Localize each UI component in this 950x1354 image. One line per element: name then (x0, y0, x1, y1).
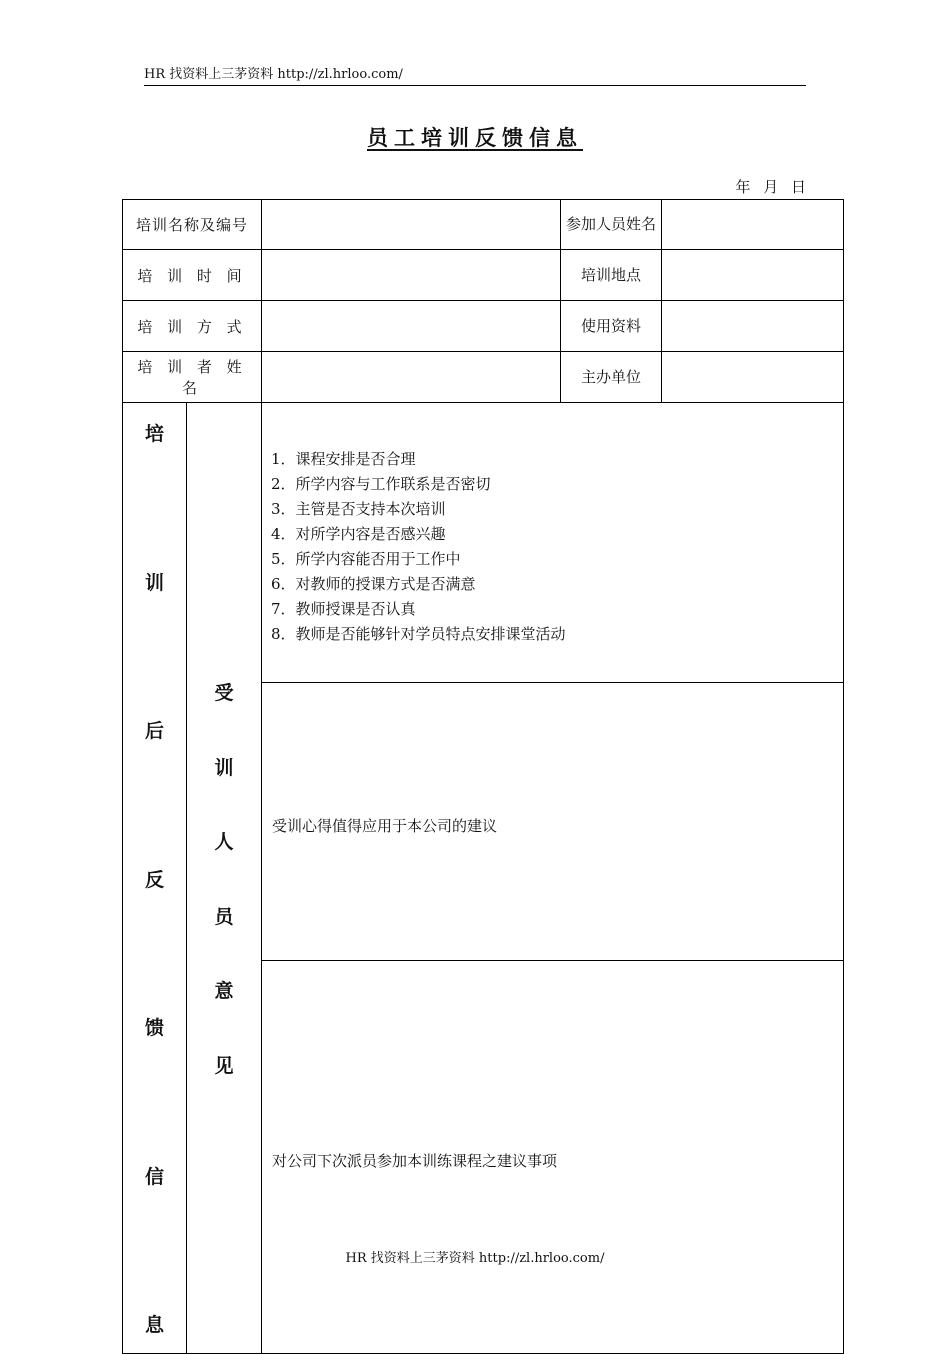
label-participants: 参加人员姓名 (561, 200, 662, 250)
page-footer: HR 找资料上三茅资料 http://zl.hrloo.com/ (345, 1251, 605, 1266)
section-char: 馈 (144, 1017, 164, 1039)
section-char: 反 (144, 868, 164, 891)
input-organizer[interactable] (662, 352, 844, 403)
date-line: 年 月 日 (735, 178, 806, 196)
suggestion-1-label: 受训心得值得应用于本公司的建议 (272, 817, 498, 836)
label-training-location: 培训地点 (561, 250, 662, 301)
page-header: HR 找资料上三茅资料 http://zl.hrloo.com/ (144, 66, 806, 86)
section-char: 培 (144, 423, 164, 445)
section-char: 训 (144, 571, 164, 594)
suggestion-2-label: 对公司下次派员参加本训练课程之建议事项 (272, 1152, 558, 1171)
page-title (0, 122, 950, 152)
input-participants[interactable] (662, 200, 844, 250)
question-item: 5．所学内容能否用于工作中 (271, 549, 461, 568)
suggestion-1-cell[interactable] (262, 683, 844, 961)
section-char: 人 (214, 831, 234, 854)
section-label-post-training-feedback (123, 403, 187, 1354)
input-training-method[interactable] (262, 301, 561, 352)
question-item: 3．主管是否支持本次培训 (271, 499, 446, 518)
row-questions (123, 403, 844, 683)
row-training-time (123, 250, 844, 301)
section-label-trainee-opinion (187, 403, 262, 1354)
section-char: 训 (214, 756, 234, 779)
section-char: 受 (214, 682, 234, 704)
question-item: 7．教师授课是否认真 (271, 599, 416, 618)
input-trainer-name[interactable] (262, 352, 561, 403)
label-training-time: 培 训 时 间 (123, 250, 262, 301)
section-char: 员 (214, 905, 234, 928)
suggestion-2-cell[interactable] (262, 960, 844, 1353)
section-char: 意 (214, 980, 234, 1003)
row-training-name (123, 200, 844, 250)
section-char: 见 (214, 1054, 234, 1077)
label-training-name: 培训名称及编号 (123, 200, 262, 250)
question-item: 4．对所学内容是否感兴趣 (271, 524, 446, 543)
questions-cell (262, 403, 844, 683)
question-list (262, 431, 843, 655)
question-item: 1．课程安排是否合理 (271, 449, 416, 468)
section-char: 信 (144, 1165, 164, 1188)
label-training-method: 培 训 方 式 (123, 301, 262, 352)
input-materials[interactable] (662, 301, 844, 352)
feedback-form-table (122, 199, 844, 1354)
question-item: 8．教师是否能够针对学员特点安排课堂活动 (271, 624, 566, 643)
row-trainer-name (123, 352, 844, 403)
question-item: 6．对教师的授课方式是否满意 (271, 574, 476, 593)
section-char: 息 (144, 1314, 164, 1336)
input-training-time[interactable] (262, 250, 561, 301)
row-training-method (123, 301, 844, 352)
label-materials: 使用资料 (561, 301, 662, 352)
label-organizer: 主办单位 (561, 352, 662, 403)
question-item: 2．所学内容与工作联系是否密切 (271, 474, 491, 493)
input-training-name[interactable] (262, 200, 561, 250)
page-title-text: 员工培训反馈信息 (367, 125, 583, 150)
label-trainer-name: 培 训 者 姓 名 (123, 352, 262, 403)
input-training-location[interactable] (662, 250, 844, 301)
section-char: 后 (144, 720, 164, 742)
